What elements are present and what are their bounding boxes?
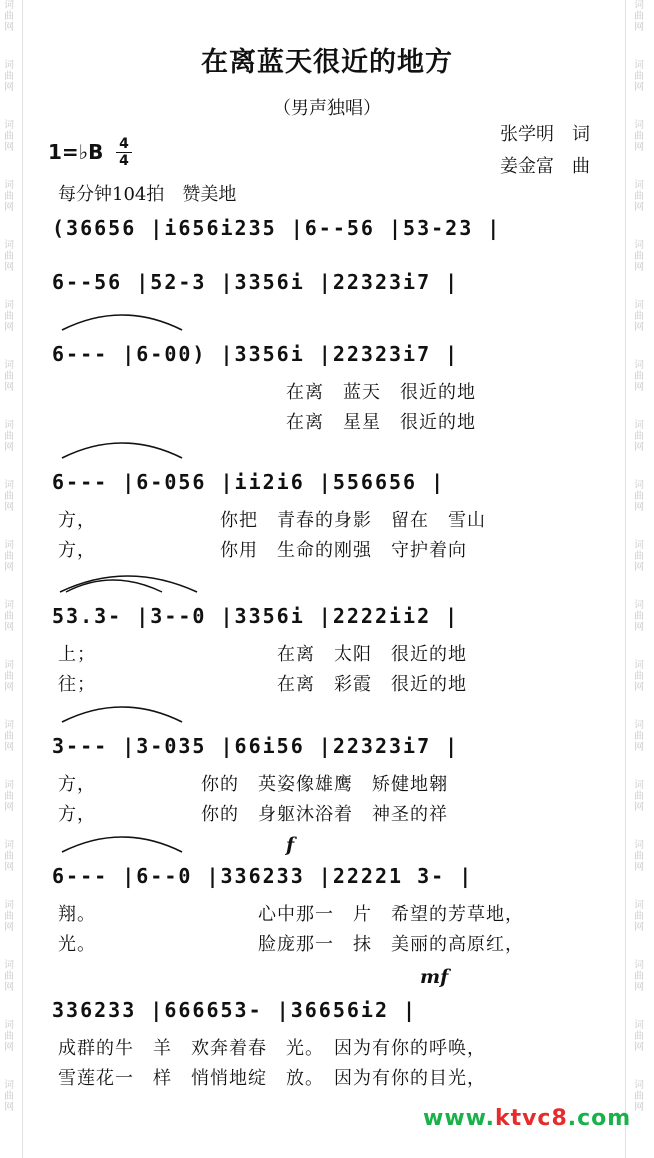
staff-notes: 6--- |6--0 |336233 |22221 3- | — [52, 864, 474, 888]
lyric-verse-2: 光。 脸庞那一 抹 美丽的高原红， — [58, 934, 524, 955]
staff-notes: 6--- |6-056 |ii2i6 |556656 | — [52, 470, 446, 494]
tie-arc — [52, 292, 612, 332]
tie-arc — [52, 684, 612, 724]
staff-notes: 6--- |6-00) |3356i |22323i7 | — [52, 342, 460, 366]
tie-arc — [52, 554, 612, 594]
lyric-verse-1: 翔。 心中那一 片 希望的芳草地， — [58, 904, 524, 925]
tie-arc — [52, 814, 612, 854]
composer-credit: 姜金富 曲 — [500, 156, 590, 177]
staff-notes: 53.3- |3--0 |3356i |2222ii2 | — [52, 604, 460, 628]
watermark-right: 词 曲 网 词 曲 网 词 曲 网 词 曲 网 词 曲 网 词 曲 网 词 曲 网 词 曲 网 词 曲 网 词 曲 网 词 曲 网 词 曲 网 词 曲 网 词 曲 网 词 曲 网 词 曲 网 词 曲 网 词 曲 网 词 曲 网 — [634, 0, 644, 1113]
lyricist-credit: 张学明 词 — [500, 124, 590, 145]
staff-line-4 — [52, 462, 612, 502]
song-subtitle: （男声独唱） — [273, 98, 381, 119]
lyric-verse-1: 在离 蓝天 很近的地 — [58, 382, 476, 403]
staff-line-3 — [52, 334, 612, 374]
site-logo — [423, 1106, 631, 1131]
staff-notes: 3--- |3-035 |66i56 |22323i7 | — [52, 734, 460, 758]
lyric-verse-1: 方， 你的 英姿像雄鹰 矫健地翱 — [58, 774, 448, 795]
tie-arc — [52, 420, 612, 460]
logo-part-1: www. — [423, 1106, 495, 1131]
watermark-left: 词 曲 网 词 曲 网 词 曲 网 词 曲 网 词 曲 网 词 曲 网 词 曲 网 词 曲 网 词 曲 网 词 曲 网 词 曲 网 词 曲 网 词 曲 网 词 曲 网 词 曲 网 词 曲 网 词 曲 网 词 曲 网 词 曲 网 — [4, 0, 14, 1113]
staff-line-6 — [52, 726, 612, 766]
logo-part-3: .com — [567, 1106, 632, 1131]
dynamic-mezzo-forte: mf — [420, 966, 449, 988]
lyric-verse-2: 方， 你的 身躯沐浴着 神圣的祥 — [58, 804, 448, 825]
tempo-marking: 每分钟104拍 赞美地 — [58, 184, 237, 205]
time-signature — [116, 136, 132, 169]
logo-part-2: ktvc8 — [494, 1106, 568, 1131]
staff-line-8 — [52, 990, 612, 1030]
staff-line-7 — [52, 856, 612, 896]
staff-line-5 — [52, 596, 612, 636]
staff-line-1 — [52, 208, 612, 248]
lyric-verse-2: 雪莲花一 样 悄悄地绽 放。 因为有你的目光， — [58, 1068, 486, 1089]
lyric-verse-1: 成群的牛 羊 欢奔着春 光。 因为有你的呼唤， — [58, 1038, 486, 1059]
meter-top: 4 — [119, 136, 129, 152]
dynamic-forte: f — [286, 834, 295, 856]
lyric-verse-2: 往； 在离 彩霞 很近的地 — [58, 674, 467, 695]
staff-notes: 6--56 |52-3 |3356i |22323i7 | — [52, 270, 460, 294]
key-signature: 1=♭B — [48, 140, 104, 164]
lyric-verse-2: 在离 星星 很近的地 — [58, 412, 476, 433]
lyric-verse-1: 方， 你把 青春的身影 留在 雪山 — [58, 510, 486, 531]
song-title: 在离蓝天很近的地方 — [201, 47, 453, 78]
lyric-verse-1: 上； 在离 太阳 很近的地 — [58, 644, 467, 665]
lyric-verse-2: 方， 你用 生命的刚强 守护着向 — [58, 540, 467, 561]
staff-notes: 336233 |666653- |36656i2 | — [52, 998, 418, 1022]
meter-bottom: 4 — [119, 153, 129, 169]
staff-notes: (36656 |i656i235 |6--56 |53-23 | — [52, 216, 502, 240]
